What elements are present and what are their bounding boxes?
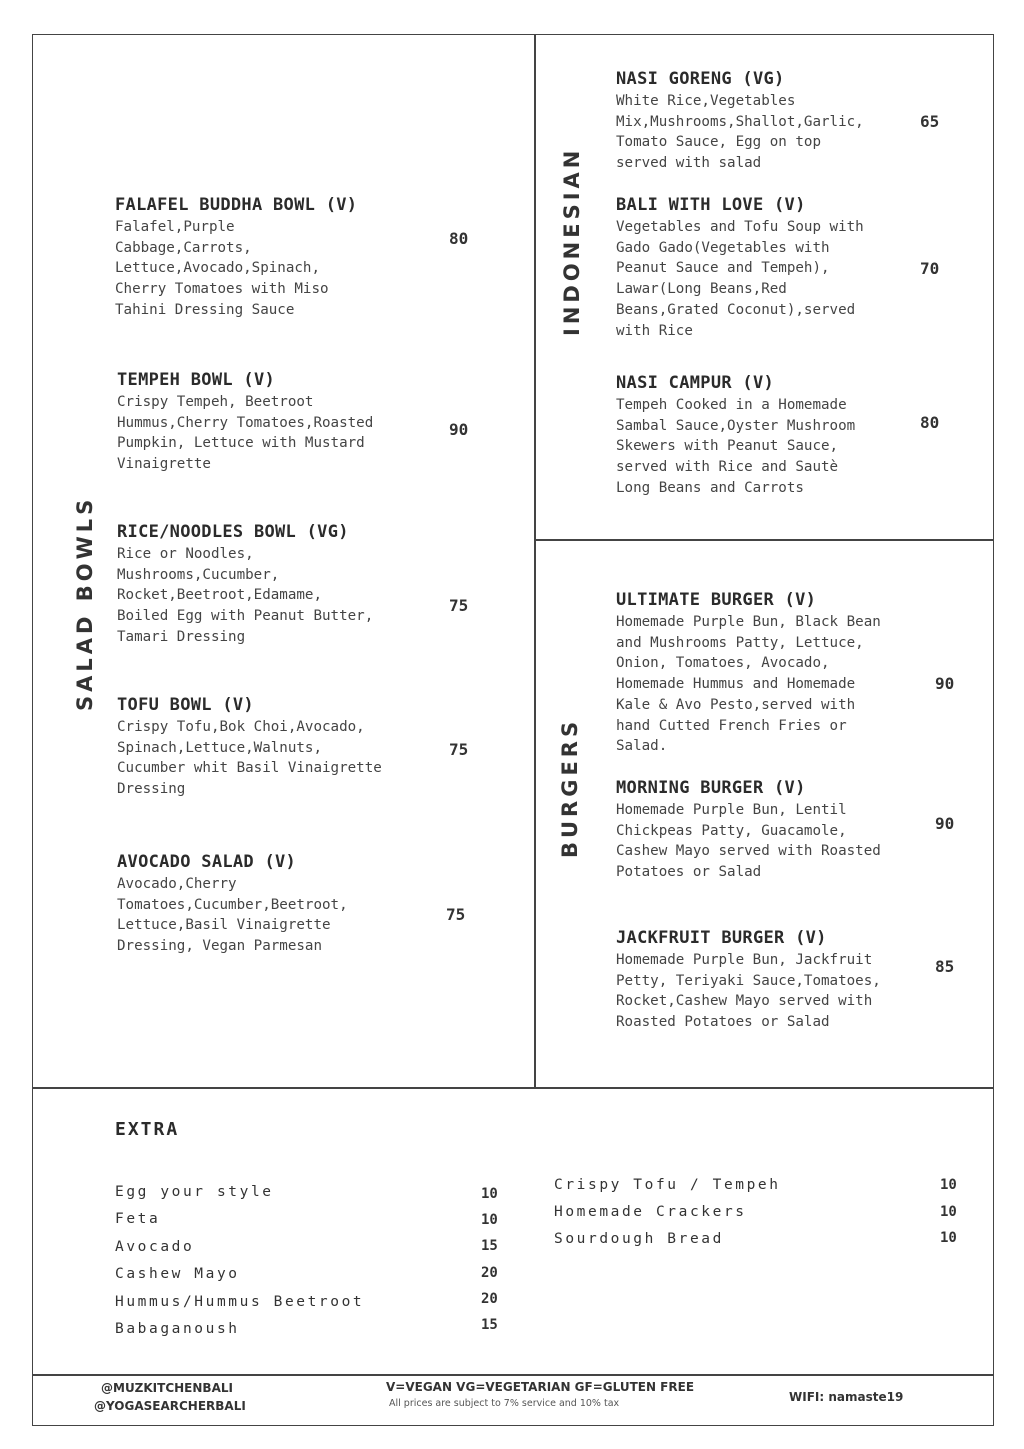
diet-legend: V=VEGAN VG=VEGETARIAN GF=GLUTEN FREE — [386, 1380, 695, 1394]
item-price: 80 — [449, 229, 469, 248]
extra-item-price: 15 — [481, 1317, 498, 1333]
extra-section-title: EXTRA — [115, 1119, 180, 1140]
item-title: ULTIMATE BURGER (V) — [616, 590, 817, 610]
indonesian-burgers-divider — [534, 539, 994, 541]
item-price: 80 — [920, 413, 940, 432]
item-description: Vegetables and Tofu Soup with Gado Gado(Vegetables with Peanut Sauce and Tempeh), Lawar(Long Beans,Red Beans,Grated Coconut),served with Rice — [616, 219, 864, 339]
column-divider — [534, 34, 536, 1088]
item-description: White Rice,Vegetables Mix,Mushrooms,Shallot,Garlic, Tomato Sauce, Egg on top served with salad — [616, 93, 864, 172]
extra-item-price: 10 — [940, 1204, 957, 1220]
item-title: FALAFEL BUDDHA BOWL (V) — [115, 195, 358, 215]
item-price: 90 — [935, 674, 955, 693]
footer-divider — [32, 1374, 994, 1376]
item-price: 90 — [449, 420, 469, 439]
item-description: Crispy Tempeh, Beetroot Hummus,Cherry Tomatoes,Roasted Pumpkin, Lettuce with Mustard Vinaigrette — [117, 394, 374, 473]
extra-item-name: Cashew Mayo — [115, 1266, 240, 1282]
item-description: Falafel,Purple Cabbage,Carrots, Lettuce,Avocado,Spinach, Cherry Tomatoes with Miso Tahini Dressing Sauce — [115, 219, 329, 318]
item-title: NASI GORENG (VG) — [616, 69, 785, 89]
social-handle-yogasearcher: @YOGASEARCHERBALI — [94, 1399, 246, 1413]
extra-item-name: Egg your style — [115, 1184, 274, 1200]
extra-item-name: Sourdough Bread — [554, 1231, 724, 1247]
menu-item-jackfruit-burger — [616, 928, 881, 1033]
item-description: Homemade Purple Bun, Jackfruit Petty, Teriyaki Sauce,Tomatoes, Rocket,Cashew Mayo served with Roasted Potatoes or Salad — [616, 952, 881, 1031]
extra-item-name: Avocado — [115, 1239, 195, 1255]
item-description: Homemade Purple Bun, Black Bean and Mushrooms Patty, Lettuce, Onion, Tomatoes, Avocado, Homemade Hummus and Homemade Kale & Avo Pesto,served with hand Cutted French Fries or Salad. — [616, 614, 881, 755]
menu-item-nasi-campur — [616, 373, 855, 499]
item-title: TEMPEH BOWL (V) — [117, 370, 276, 390]
extras-divider — [32, 1087, 994, 1089]
extra-item-price: 15 — [481, 1238, 498, 1254]
menu-item-bali-with-love — [616, 195, 864, 341]
menu-item-nasi-goreng — [616, 69, 864, 174]
item-price: 90 — [935, 814, 955, 833]
extra-item-price: 10 — [481, 1186, 498, 1202]
menu-item-falafel-buddha-bowl — [115, 195, 357, 321]
item-price: 65 — [920, 112, 940, 131]
item-price: 75 — [449, 740, 469, 759]
item-price: 70 — [920, 259, 940, 278]
item-description: Homemade Purple Bun, Lentil Chickpeas Patty, Guacamole, Cashew Mayo served with Roasted Potatoes or Salad — [616, 802, 881, 881]
menu-item-morning-burger — [616, 778, 881, 883]
extra-item-name: Homemade Crackers — [554, 1204, 747, 1220]
item-title: TOFU BOWL (V) — [117, 695, 254, 715]
extra-item-price: 10 — [940, 1230, 957, 1246]
extra-item-name: Hummus/Hummus Beetroot — [115, 1294, 365, 1310]
item-price: 75 — [449, 596, 469, 615]
extra-item-price: 10 — [940, 1177, 957, 1193]
item-title: BALI WITH LOVE (V) — [616, 195, 806, 215]
section-label-indonesian: INDONESIAN — [560, 146, 584, 336]
extra-item-name: Babaganoush — [115, 1321, 240, 1337]
item-title: NASI CAMPUR (V) — [616, 373, 775, 393]
wifi-info: WIFI: namaste19 — [789, 1390, 904, 1404]
item-title: RICE/NOODLES BOWL (VG) — [117, 522, 349, 542]
menu-item-tofu-bowl — [117, 695, 382, 800]
menu-item-ultimate-burger — [616, 590, 881, 757]
extra-item-price: 20 — [481, 1291, 498, 1307]
item-title: AVOCADO SALAD (V) — [117, 852, 297, 872]
menu-item-rice-noodles-bowl — [117, 522, 373, 648]
extra-item-price: 20 — [481, 1265, 498, 1281]
menu-item-avocado-salad — [117, 852, 348, 957]
social-handle-muzkitchen: @MUZKITCHENBALI — [101, 1381, 233, 1395]
item-title: MORNING BURGER (V) — [616, 778, 806, 798]
item-price: 85 — [935, 957, 955, 976]
item-title: JACKFRUIT BURGER (V) — [616, 928, 827, 948]
extra-item-price: 10 — [481, 1212, 498, 1228]
menu-item-tempeh-bowl — [117, 370, 373, 475]
extra-item-name: Crispy Tofu / Tempeh — [554, 1177, 781, 1193]
section-label-burgers: BURGERS — [558, 717, 582, 858]
extra-item-name: Feta — [115, 1211, 161, 1227]
item-description: Avocado,Cherry Tomatoes,Cucumber,Beetroot, Lettuce,Basil Vinaigrette Dressing, Vegan Parmesan — [117, 876, 348, 955]
item-description: Rice or Noodles, Mushrooms,Cucumber, Rocket,Beetroot,Edamame, Boiled Egg with Peanut Butter, Tamari Dressing — [117, 546, 374, 645]
item-description: Crispy Tofu,Bok Choi,Avocado, Spinach,Lettuce,Walnuts, Cucumber whit Basil Vinaigrette Dressing — [117, 719, 382, 798]
section-label-salad-bowls: SALAD BOWLS — [73, 495, 97, 711]
item-price: 75 — [446, 905, 466, 924]
tax-note: All prices are subject to 7% service and 10% tax — [389, 1398, 620, 1409]
item-description: Tempeh Cooked in a Homemade Sambal Sauce,Oyster Mushroom Skewers with Peanut Sauce, served with Rice and Sautè Long Beans and Carrots — [616, 397, 856, 496]
